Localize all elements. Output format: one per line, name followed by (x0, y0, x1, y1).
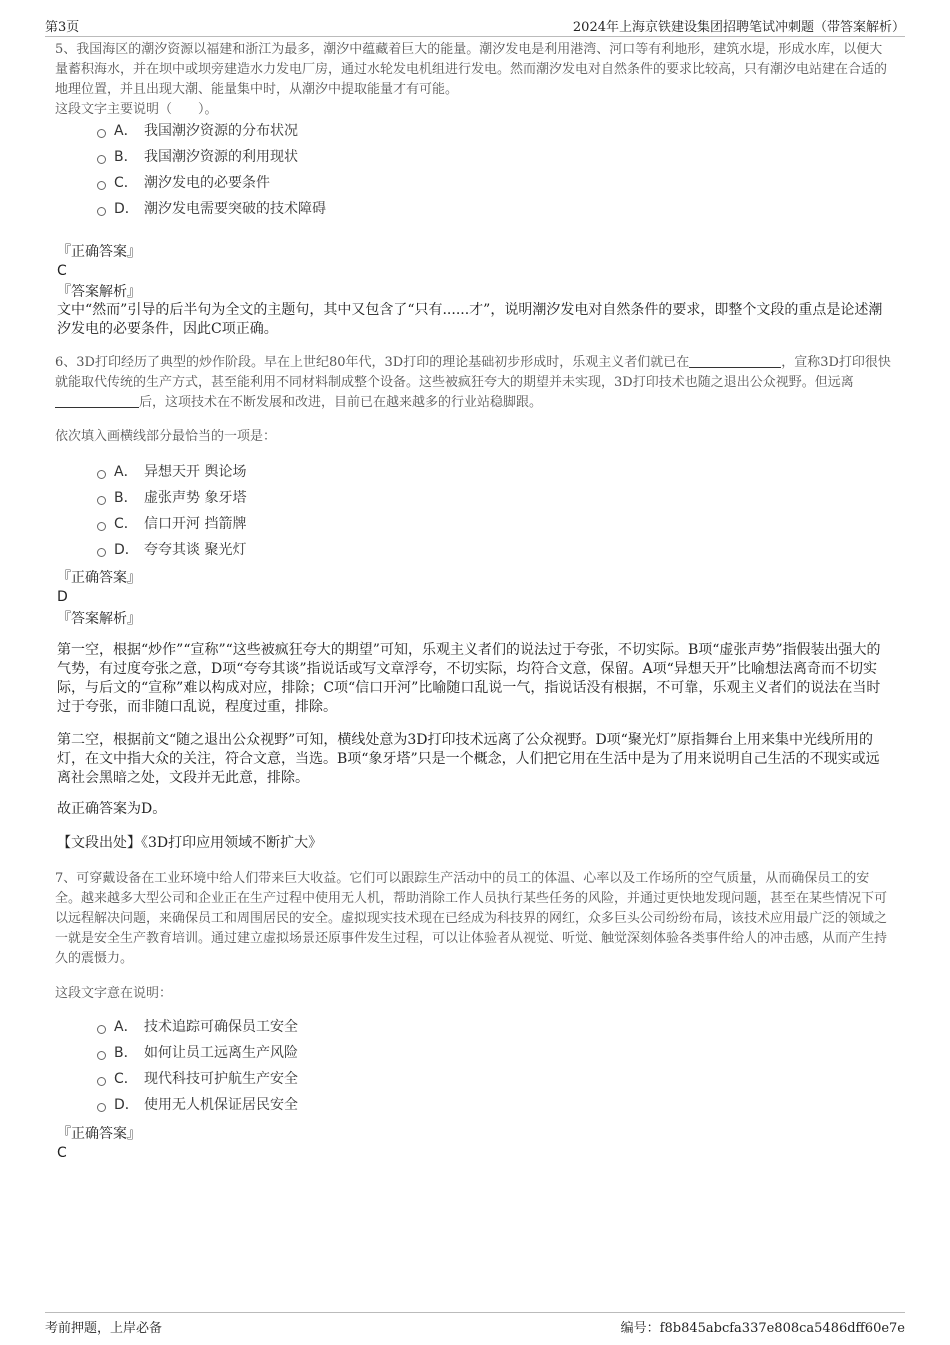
question-5-answer: C (57, 263, 67, 279)
question-6-analysis-label: 『答案解析』 (57, 611, 141, 627)
radio-icon[interactable] (97, 1077, 106, 1086)
radio-icon[interactable] (97, 1103, 106, 1112)
radio-icon[interactable] (97, 522, 106, 531)
radio-icon[interactable] (97, 129, 106, 138)
option-c[interactable]: C． 潮汐发电的必要条件 (97, 172, 326, 198)
question-5-prompt: 这段文字主要说明（ ）。 (55, 102, 218, 117)
footer-slogan: 考前押题，上岸必备 (45, 1321, 163, 1336)
question-5-options (97, 120, 326, 224)
radio-icon[interactable] (97, 207, 106, 216)
fill-blank-1 (689, 353, 781, 368)
question-5-analysis-label: 『答案解析』 (57, 284, 141, 300)
question-6-text: 6、3D打印经历了典型的炒作阶段。早在上世纪80年代，3D打印的理论基础初步形成时，乐观主义者们就已在 ，宣称3D打印很快就能取代传统的生产方式，甚至能利用不同材料制成整个设备。这些被疯狂夸大的期望并未实现，3D打印技术也随之退出公众视野。但远离后，这项技术在不断发展和改进，目前已在越来越多的行业站稳脚跟。 (55, 355, 891, 410)
question-6-answer: D (57, 589, 68, 605)
option-d[interactable]: D． 夸夸其谈 聚光灯 (97, 539, 246, 565)
option-d[interactable]: D． 使用无人机保证居民安全 (97, 1094, 298, 1120)
radio-icon[interactable] (97, 181, 106, 190)
page-number: 第3页 (45, 20, 80, 35)
radio-icon[interactable] (97, 1025, 106, 1034)
question-6-source: 【文段出处】《3D打印应用领域不断扩大》 (57, 835, 323, 851)
question-6-analysis-2: 第二空，根据前文“随之退出公众视野”可知，横线处意为3D打印技术远离了公众视野。D项“聚光灯”原指舞台上用来集中光线所用的灯，在文中指大众的关注，符合文意，当选。B项“象牙塔”只是一个概念，人们把它用在生活中是为了用来说明自己生活的不现实或远离社会黑暗之处，文段并无此意，排除。 (57, 732, 880, 786)
fill-blank-2 (55, 393, 139, 408)
question-6-analysis-3: 故正确答案为D。 (57, 801, 167, 817)
question-5-answer-label: 『正确答案』 (57, 244, 141, 260)
option-c[interactable]: C． 信口开河 挡箭牌 (97, 513, 246, 539)
page-footer (45, 1312, 905, 1337)
question-6-answer-label: 『正确答案』 (57, 570, 141, 586)
radio-icon[interactable] (97, 155, 106, 164)
question-7-options (97, 1016, 298, 1120)
radio-icon[interactable] (97, 496, 106, 505)
option-b[interactable]: B． 如何让员工远离生产风险 (97, 1042, 298, 1068)
option-b[interactable]: B． 虚张声势 象牙塔 (97, 487, 246, 513)
option-a[interactable]: A． 我国潮汐资源的分布状况 (97, 120, 326, 146)
radio-icon[interactable] (97, 470, 106, 479)
page-header (45, 10, 905, 37)
question-6-prompt: 依次填入画横线部分最恰当的一项是： (55, 429, 277, 444)
document-id: 编号：f8b845abcfa337e808ca5486dff60e7e (620, 1321, 905, 1336)
question-5-analysis: 文中“然而”引导的后半句为全文的主题句，其中又包含了“只有......才”，说明潮汐发电对自然条件的要求，即整个文段的重点是论述潮汐发电的必要条件，因此C项正确。 (57, 302, 883, 337)
question-7-answer: C (57, 1145, 67, 1161)
question-7-answer-label: 『正确答案』 (57, 1126, 141, 1142)
question-7-text: 7、可穿戴设备在工业环境中给人们带来巨大收益。它们可以跟踪生产活动中的员工的体温、心率以及工作场所的空气质量，从而确保员工的安全。越来越多大型公司和企业正在生产过程中使用无人机，帮助消除工作人员执行某些任务的风险，并通过更快地发现问题，甚至在某些情况下可以远程解决问题，来确保员工和周围居民的安全。虚拟现实技术现在已经成为科技界的网红，众多巨头公司纷纷布局，该技术应用最广泛的领域之一就是安全生产教育培训。通过建立虚拟场景还原事件发生过程，可以让体验者从视觉、听觉、触觉深刻体验各类事件给人的冲击感，从而产生持久的震慑力。 (55, 871, 888, 966)
option-d[interactable]: D． 潮汐发电需要突破的技术障碍 (97, 198, 326, 224)
option-b[interactable]: B． 我国潮汐资源的利用现状 (97, 146, 326, 172)
question-6-options (97, 461, 246, 565)
option-a[interactable]: A． 技术追踪可确保员工安全 (97, 1016, 298, 1042)
radio-icon[interactable] (97, 548, 106, 557)
option-a[interactable]: A． 异想天开 舆论场 (97, 461, 246, 487)
document-title: 2024年上海京铁建设集团招聘笔试冲刺题（带答案解析） (572, 20, 905, 35)
question-5-text: 5、我国海区的潮汐资源以福建和浙江为最多，潮汐中蕴藏着巨大的能量。潮汐发电是利用港湾、河口等有利地形，建筑水堤，形成水库，以便大量蓄积海水，并在坝中或坝旁建造水力发电厂房，通过水轮发电机组进行发电。然而潮汐发电对自然条件的要求比较高，只有潮汐电站建在合适的地理位置，并且出现大潮、能量集中时，从潮汐中提取能量才有可能。 (55, 42, 888, 97)
question-6-analysis-1: 第一空，根据“炒作”“宣称”“这些被疯狂夸大的期望”可知，乐观主义者们的说法过于夸张，不切实际。B项“虚张声势”指假装出强大的气势，有过度夸张之意，D项“夸夸其谈”指说话或写文章浮夸，不切实际，均符合文意，保留。A项“异想天开”比喻想法离奇而不切实际，与后文的“宣称”难以构成对应，排除；C项“信口开河”比喻随口乱说一气，指说话没有根据，不可靠，乐观主义者们的说法在当时过于夸张，而非随口乱说，程度过重，排除。 (57, 642, 881, 715)
radio-icon[interactable] (97, 1051, 106, 1060)
question-7-prompt: 这段文字意在说明： (55, 986, 173, 1001)
option-c[interactable]: C． 现代科技可护航生产安全 (97, 1068, 298, 1094)
